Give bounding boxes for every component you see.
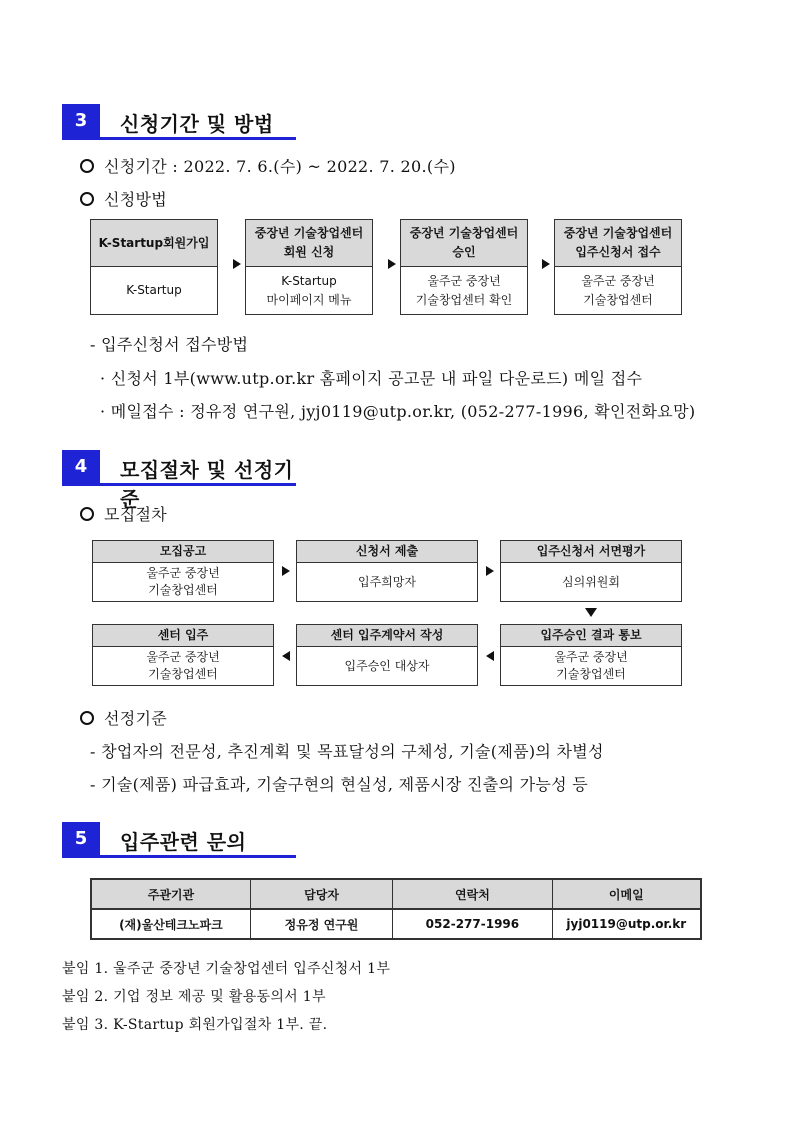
application-step-1: [90, 219, 218, 315]
application-period-text: 신청기간 : 2022. 7. 6.(수) ~ 2022. 7. 20.(수): [104, 157, 456, 176]
arrow-right-icon: [388, 259, 396, 269]
application-step-2: [245, 219, 373, 315]
procedure-step-evaluation: [500, 540, 682, 602]
section-underline: [62, 855, 296, 858]
step-body: 울주군 중장년 기술창업센터: [146, 650, 220, 681]
circle-bullet-icon: [80, 507, 94, 521]
application-step-4: [554, 219, 682, 315]
column-header: 연락처: [393, 879, 552, 909]
organization-cell: (재)울산테크노파크: [91, 909, 250, 939]
table-row: [91, 909, 701, 939]
step-body: 울주군 중장년 기술창업센터 확인: [415, 273, 513, 307]
section-underline: [62, 483, 296, 486]
selection-criteria-text: 선정기준: [104, 709, 168, 728]
step-title: 중장년 기술창업센터 승인: [401, 220, 527, 267]
recruitment-procedure: [80, 502, 167, 525]
arrow-right-icon: [486, 566, 494, 576]
column-header: 주관기관: [91, 879, 250, 909]
recruitment-procedure-text: 모집절차: [104, 505, 168, 524]
criteria-item: - 창업자의 전문성, 추진계획 및 목표달성의 구체성, 기술(제품)의 차별성: [90, 742, 604, 761]
step-title: K-Startup회원가입: [91, 220, 217, 267]
arrow-right-icon: [282, 566, 290, 576]
step-title: 신청서 제출: [297, 541, 477, 563]
section-header-3: [62, 104, 296, 140]
email-cell: jyj0119@utp.or.kr: [552, 909, 701, 939]
procedure-step-result-notice: [500, 624, 682, 686]
selection-criteria: [80, 706, 167, 729]
application-method: [80, 187, 167, 210]
step-title: 센터 입주: [93, 625, 273, 647]
contact-person-cell: 정유정 연구원: [250, 909, 392, 939]
application-method-text: 신청방법: [104, 190, 168, 209]
step-title: 입주신청서 서면평가: [501, 541, 681, 563]
circle-bullet-icon: [80, 192, 94, 206]
arrow-left-icon: [282, 651, 290, 661]
section-header-5: [62, 822, 296, 858]
procedure-step-contract: [296, 624, 478, 686]
receipt-heading: - 입주신청서 접수방법: [90, 335, 249, 354]
step-body: 울주군 중장년 기술창업센터: [581, 273, 655, 307]
step-body: 입주승인 대상자: [344, 658, 430, 673]
step-body: K-Startup: [126, 283, 182, 297]
section-number: 4: [62, 450, 100, 483]
step-title: 중장년 기술창업센터 입주신청서 접수: [555, 220, 681, 267]
application-step-3: [400, 219, 528, 315]
arrow-down-icon: [585, 608, 597, 617]
step-title: 센터 입주계약서 작성: [297, 625, 477, 647]
step-body: K-Startup 마이페이지 메뉴: [266, 273, 352, 307]
section-header-4: [62, 450, 296, 511]
section-title: 신청기간 및 방법: [120, 112, 274, 136]
attachment-item: 붙임 3. K-Startup 회원가입절차 1부. 끝.: [62, 1017, 328, 1033]
receipt-item: · 신청서 1부(www.utp.or.kr 홈페이지 공고문 내 파일 다운로드) 메일 접수: [100, 369, 643, 388]
attachment-item: 붙임 1. 울주군 중장년 기술창업센터 입주신청서 1부: [62, 961, 391, 977]
step-body: 울주군 중장년 기술창업센터: [146, 566, 220, 597]
receipt-item: · 메일접수 : 정유정 연구원, jyj0119@utp.or.kr, (052-277-1996, 확인전화요망): [100, 402, 696, 421]
application-period: [80, 154, 456, 177]
procedure-step-recruit-notice: [92, 540, 274, 602]
attachment-item: 붙임 2. 기업 정보 제공 및 활용동의서 1부: [62, 989, 326, 1005]
step-body: 심의위원회: [562, 574, 620, 589]
procedure-step-submit: [296, 540, 478, 602]
step-title: 모집공고: [93, 541, 273, 563]
circle-bullet-icon: [80, 711, 94, 725]
section-underline: [62, 137, 296, 140]
section-number: 5: [62, 822, 100, 855]
step-body: 울주군 중장년 기술창업센터: [554, 650, 628, 681]
phone-cell: 052-277-1996: [393, 909, 552, 939]
section-title: 입주관련 문의: [120, 830, 247, 854]
procedure-step-move-in: [92, 624, 274, 686]
criteria-item: - 기술(제품) 파급효과, 기술구현의 현실성, 제품시장 진출의 가능성 등: [90, 775, 589, 794]
arrow-left-icon: [486, 651, 494, 661]
step-title: 입주승인 결과 통보: [501, 625, 681, 647]
step-body: 입주희망자: [358, 574, 416, 589]
table-header-row: [91, 879, 701, 909]
arrow-right-icon: [233, 259, 241, 269]
arrow-right-icon: [542, 259, 550, 269]
step-title: 중장년 기술창업센터 회원 신청: [246, 220, 372, 267]
section-number: 3: [62, 104, 100, 137]
circle-bullet-icon: [80, 159, 94, 173]
section-title: 모집절차 및 선정기준: [120, 458, 294, 511]
column-header: 담당자: [250, 879, 392, 909]
column-header: 이메일: [552, 879, 701, 909]
contact-table: [90, 878, 702, 940]
